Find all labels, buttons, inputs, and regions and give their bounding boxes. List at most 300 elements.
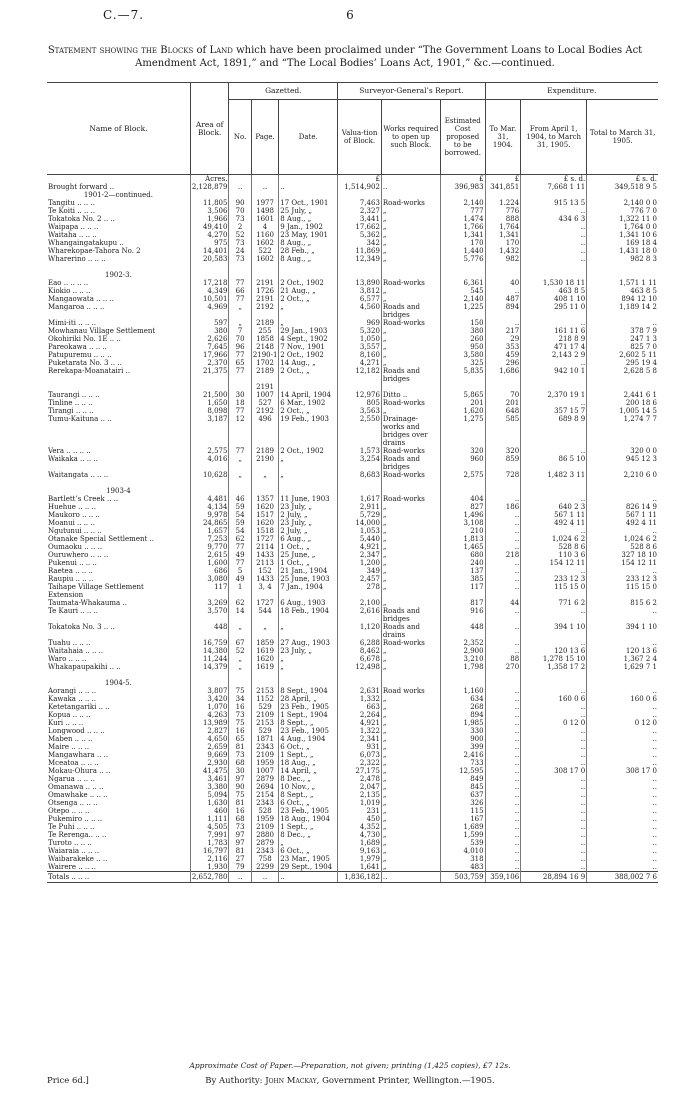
gazette-no: 96 (229, 343, 251, 351)
exp-to-1904 (485, 479, 521, 487)
exp-to-1904: 186 (485, 503, 521, 511)
blocks-table (47, 82, 658, 883)
exp-to-1904: .. (485, 855, 521, 863)
works: „ (381, 223, 440, 231)
block-name: Otsenga .. .. .. (48, 799, 98, 807)
area: 2,652,780 (191, 873, 228, 881)
estimated-cost: 318 (440, 855, 485, 863)
block-name: Taumata-Whakauma .. (48, 599, 127, 607)
block-name: Ngutunui .. .. .. (48, 527, 102, 535)
works: „ (381, 831, 440, 839)
gazette-page: 527 (251, 399, 278, 407)
estimated-cost: 960 (440, 455, 485, 463)
exp-total: .. (587, 567, 658, 575)
exp-1904-05: .. (521, 319, 587, 327)
area: 16,759 (190, 639, 229, 647)
works: „ (381, 743, 440, 751)
works: „ (381, 559, 440, 567)
page-number: 6 (346, 8, 354, 22)
gazette-date (279, 191, 338, 199)
gazette-no: 62 (229, 599, 251, 607)
gazette-no (229, 383, 251, 391)
block-name: Waikaka .. .. .. (48, 455, 98, 463)
works: bridges (381, 463, 440, 471)
gazette-page: 1433 (251, 575, 278, 583)
document-reference: C.—7. (103, 8, 145, 22)
area (190, 591, 229, 599)
exp-total (587, 431, 658, 439)
estimated-cost: 545 (440, 287, 485, 295)
works: Roads and (381, 367, 440, 375)
gazette-date: 25 June, 1903 (279, 575, 338, 583)
gazette-page: „ (251, 623, 278, 631)
gazette-no: .. (229, 872, 251, 883)
area (190, 679, 229, 687)
area: 2,615 (190, 551, 229, 559)
authority-line: By Authority: John Mackay, Government Printer, Wellington.—1905. (205, 1076, 495, 1086)
table-row (47, 567, 658, 575)
estimated-cost: 4,010 (440, 847, 485, 855)
exp-total (587, 679, 658, 687)
exp-to-1904 (485, 375, 521, 383)
works: „ (381, 255, 440, 263)
area: 4,505 (190, 823, 229, 831)
gazette-no: 27 (229, 855, 251, 863)
exp-total: 492 4 11 (587, 519, 658, 527)
exp-total (587, 463, 658, 471)
valuation: 969 (338, 319, 382, 327)
estimated-cost: 680 (440, 551, 485, 559)
gazette-no: 30 (229, 391, 251, 399)
gazette-no (229, 431, 251, 439)
exp-total: .. (587, 839, 658, 847)
gazette-page: 2189 (251, 319, 278, 327)
exp-to-1904: 648 (485, 407, 521, 415)
gazette-date: 2 July, „ (279, 527, 338, 535)
valuation: 1,322 (338, 727, 382, 735)
table-row (47, 231, 658, 239)
gazette-no: „ (229, 319, 251, 327)
exp-to-1904: .. (485, 735, 521, 743)
exp-to-1904: 487 (485, 295, 521, 303)
gazette-no (229, 439, 251, 447)
exp-1904-05: 689 8 9 (521, 415, 587, 423)
block-name: Brought forward .. (48, 183, 115, 191)
gazette-page: 2148 (251, 343, 278, 351)
block-name: Otanake Special Settlement .. (48, 535, 154, 543)
works: „ (381, 655, 440, 663)
gazette-no: 65 (229, 735, 251, 743)
valuation: 349 (338, 567, 382, 575)
table-row (47, 407, 658, 415)
valuation: 2,341 (338, 735, 382, 743)
table-row (47, 415, 658, 423)
block-name: Wharerino .. .. .. (48, 255, 106, 263)
block-name (47, 615, 190, 623)
area: 1,630 (190, 799, 229, 807)
block-name: Kiokio .. .. .. (48, 287, 91, 295)
exp-total (587, 487, 658, 495)
valuation: 805 (338, 399, 382, 407)
exp-total: 945 12 3 (587, 455, 658, 463)
area: 24,865 (190, 519, 229, 527)
gazette-date: 14 Aug., „ (279, 359, 338, 367)
block-name (47, 175, 190, 184)
exp-1904-05: .. (521, 607, 587, 615)
exp-to-1904: 218 (485, 551, 521, 559)
exp-total: .. (587, 807, 658, 815)
gazette-page: 1619 (251, 647, 278, 655)
area: 1,783 (190, 839, 229, 847)
block-name: Patupuremu .. .. .. (48, 351, 112, 359)
exp-total (587, 271, 658, 279)
valuation: 2,047 (338, 783, 382, 791)
gazette-page: 1620 (251, 655, 278, 663)
table-row (47, 863, 658, 872)
works: Drainage- (381, 415, 440, 423)
gazette-date (279, 671, 338, 679)
gazette-page: 1858 (251, 335, 278, 343)
exp-1904-05: 471 17 4 (521, 343, 587, 351)
works: „ (381, 823, 440, 831)
exp-1904-05: 7,668 1 11 (521, 183, 587, 191)
block-name: Eao .. .. .. .. (48, 279, 89, 287)
exp-total: 0 12 0 (587, 719, 658, 727)
gazette-date (279, 175, 338, 184)
area: 4,263 (190, 711, 229, 719)
valuation: 4,271 (338, 359, 382, 367)
exp-to-1904: 894 (485, 303, 521, 311)
exp-1904-05: .. (521, 223, 587, 231)
table-row (47, 575, 658, 583)
gazette-no: „ (229, 655, 251, 663)
block-name (47, 311, 190, 319)
gazette-no: 75 (229, 687, 251, 695)
exp-total (587, 423, 658, 431)
gazette-date: 9 Jan., 1902 (279, 223, 338, 231)
area: 3,080 (190, 575, 229, 583)
block-name: Kopua .. .. .. (48, 711, 91, 719)
gazette-page: 529 (251, 727, 278, 735)
table-row (47, 375, 658, 383)
block-name: Tumu-Kaituna .. .. (48, 415, 112, 423)
area: 14,401 (190, 247, 229, 255)
works: „ (381, 767, 440, 775)
exp-1904-05: 771 6 2 (521, 599, 587, 607)
exp-to-1904 (485, 423, 521, 431)
estimated-cost: 167 (440, 815, 485, 823)
gazette-page: 4 (251, 223, 278, 231)
valuation: 1,836,182 (338, 872, 382, 883)
exp-1904-05: 357 15 7 (521, 407, 587, 415)
table-row (47, 519, 658, 527)
exp-total (587, 375, 658, 383)
exp-1904-05 (521, 487, 587, 495)
exp-to-1904: .. (485, 775, 521, 783)
gazette-page: 2190-1 (252, 351, 278, 359)
gazette-no: 54 (229, 527, 251, 535)
estimated-cost: 380 (440, 327, 485, 335)
gazette-page: 152 (251, 567, 278, 575)
works: „ (381, 735, 440, 743)
estimated-cost: 399 (440, 743, 485, 751)
col-header-name: Name of Block. (47, 83, 190, 175)
block-name: Waitangata .. .. .. (48, 471, 109, 479)
table-row (47, 527, 658, 535)
gazette-date: 23 Feb., 1905 (279, 807, 338, 815)
gazette-no: 16 (229, 727, 251, 735)
valuation: 2,322 (338, 759, 382, 767)
area (190, 271, 229, 279)
gazette-page: 1859 (251, 639, 278, 647)
block-name (47, 439, 190, 447)
block-name: Tuahu .. .. .. (48, 639, 91, 647)
area: 11,244 (190, 655, 229, 663)
table-row (47, 199, 658, 207)
block-name: Huehue .. .. .. (48, 503, 96, 511)
gazette-date (279, 383, 338, 391)
exp-1904-05: .. (521, 639, 587, 647)
exp-1904-05: 567 1 11 (521, 511, 587, 519)
table-row (47, 799, 658, 807)
valuation (338, 463, 382, 471)
estimated-cost: 733 (440, 759, 485, 767)
valuation: 2,457 (338, 575, 382, 583)
area (190, 631, 229, 639)
exp-1904-05: 394 1 10 (521, 623, 587, 631)
block-name: Tirangi .. .. .. (48, 407, 94, 415)
block-name: Tinline .. .. .. (48, 399, 93, 407)
gazette-no: 73 (229, 711, 251, 719)
works: „ (381, 599, 440, 607)
exp-1904-05 (521, 383, 587, 391)
valuation (338, 375, 382, 383)
exp-to-1904: .. (485, 495, 521, 503)
exp-to-1904 (485, 463, 521, 471)
works: „ (381, 343, 440, 351)
gazette-page (251, 591, 278, 599)
gazette-page: 1007 (251, 767, 278, 775)
gazette-page: 2880 (251, 831, 278, 839)
exp-1904-05: .. (521, 711, 587, 719)
valuation: 450 (338, 815, 382, 823)
table-row (47, 591, 658, 599)
exp-to-1904: 1,686 (485, 367, 521, 375)
block-name: Pukemiro .. .. .. (48, 815, 103, 823)
gazette-no: 34 (229, 695, 251, 703)
valuation: 8,683 (338, 471, 382, 479)
gazette-page: 2191 (251, 295, 278, 303)
exp-1904-05: .. (521, 527, 587, 535)
estimated-cost: 320 (440, 447, 485, 455)
valuation: 12,182 (338, 367, 382, 375)
gazette-page: „ (251, 471, 278, 479)
price-note: Price 6d.] (47, 1076, 89, 1086)
gazette-page: 2191 (251, 383, 278, 391)
gazette-no: 62 (229, 535, 251, 543)
table-row (47, 631, 658, 639)
table-row (47, 743, 658, 751)
gazette-page: 1619 (251, 663, 278, 671)
valuation: 2,631 (338, 687, 382, 695)
gazette-page: 2114 (251, 543, 278, 551)
estimated-cost: 1,496 (440, 511, 485, 519)
table-row (47, 287, 658, 295)
group-header-expenditure: Expenditure. (485, 83, 658, 100)
gazette-no (229, 175, 251, 184)
exp-total (587, 591, 658, 599)
exp-total: 154 12 11 (587, 559, 658, 567)
gazette-no: 18 (229, 399, 251, 407)
exp-1904-05: .. (521, 359, 587, 367)
exp-1904-05: .. (521, 399, 587, 407)
estimated-cost: 2,140 (440, 295, 485, 303)
exp-1904-05: £ s. d. (521, 175, 587, 184)
gazette-date: 28 Feb., „ (279, 247, 338, 255)
exp-to-1904 (485, 615, 521, 623)
estimated-cost: 404 (440, 495, 485, 503)
gazette-page: 2191 (251, 279, 278, 287)
gazette-page: 2343 (251, 847, 278, 855)
gazette-page: 2343 (251, 743, 278, 751)
gazette-no: 65 (229, 359, 251, 367)
estimated-cost: 845 (440, 783, 485, 791)
exp-1904-05: .. (521, 687, 587, 695)
valuation (338, 591, 382, 599)
valuation: 931 (338, 743, 382, 751)
gazette-date (279, 439, 338, 447)
gazette-page: 1007 (251, 391, 278, 399)
exp-total: 388,002 7 6 (587, 872, 658, 883)
block-name (47, 375, 190, 383)
estimated-cost: 2,140 (440, 199, 485, 207)
exp-total: .. (587, 751, 658, 759)
gazette-no: 77 (229, 295, 251, 303)
table-row (47, 383, 658, 391)
exp-to-1904: .. (485, 863, 521, 872)
gazette-date: 21 Aug., „ (279, 287, 338, 295)
gazette-no: 16 (229, 807, 251, 815)
gazette-date (279, 615, 338, 623)
gazette-page: 1727 (251, 599, 278, 607)
estimated-cost: 503,759 (440, 872, 485, 883)
works (381, 479, 440, 487)
table-row (47, 823, 658, 831)
exp-total (587, 631, 658, 639)
estimated-cost (440, 375, 485, 383)
exp-1904-05: 295 11 0 (521, 303, 587, 311)
table-row (47, 759, 658, 767)
estimated-cost: 1,620 (440, 407, 485, 415)
area: 49,410 (190, 223, 229, 231)
group-header-gazetted: Gazetted. (229, 83, 338, 100)
area: 1,070 (190, 703, 229, 711)
block-name: Rerekapa-Moanatairi .. (48, 367, 131, 375)
gazette-no: 7 (229, 327, 251, 335)
gazette-date: 2 Oct., „ (279, 295, 338, 303)
area: 2,827 (190, 727, 229, 735)
exp-1904-05 (521, 311, 587, 319)
gazette-date: 23 July, „ (279, 647, 338, 655)
works: „ (381, 727, 440, 735)
exp-1904-05 (521, 679, 587, 687)
gazette-page: 2154 (251, 791, 278, 799)
table-row (47, 431, 658, 439)
exp-to-1904 (485, 591, 521, 599)
gazette-page (251, 631, 278, 639)
gazette-no: 68 (229, 759, 251, 767)
block-name: Mangaroa .. .. .. (48, 303, 105, 311)
block-name: 1901-2—continued. (83, 191, 154, 199)
works: „ (381, 783, 440, 791)
area: 11,805 (190, 199, 229, 207)
exp-to-1904: .. (485, 647, 521, 655)
estimated-cost: 1,798 (440, 663, 485, 671)
estimated-cost (440, 383, 485, 391)
valuation: 4,921 (338, 543, 382, 551)
table-row (47, 263, 658, 271)
gazette-page: 1959 (251, 815, 278, 823)
exp-to-1904: 1,432 (485, 247, 521, 255)
estimated-cost (440, 423, 485, 431)
exp-1904-05: 408 1 10 (521, 295, 587, 303)
gazette-date: 21 Jan., 1904 (279, 567, 338, 575)
works: „ (381, 759, 440, 767)
gazette-page: 2343 (251, 799, 278, 807)
works: „ (381, 575, 440, 583)
gazette-page: 2192 (251, 303, 278, 311)
block-name: Waitaha .. .. .. (48, 231, 97, 239)
block-name: Moanui .. .. .. (48, 519, 95, 527)
area: 16,797 (190, 847, 229, 855)
exp-to-1904: .. (485, 559, 521, 567)
works (381, 487, 440, 495)
exp-total: .. (587, 743, 658, 751)
exp-to-1904 (485, 271, 521, 279)
exp-1904-05: .. (521, 855, 587, 863)
area: 2,370 (190, 359, 229, 367)
gazette-date: 4 Sept., 1902 (279, 335, 338, 343)
estimated-cost (440, 439, 485, 447)
exp-total: .. (587, 847, 658, 855)
exp-to-1904: 776 (485, 207, 521, 215)
exp-total: 2,140 0 0 (587, 199, 658, 207)
area: 4,270 (190, 231, 229, 239)
estimated-cost (440, 615, 485, 623)
valuation (338, 439, 382, 447)
group-header-surveyor: Surveyor-General’s Report. (338, 83, 485, 100)
block-name: Waiaraia .. .. .. (48, 847, 100, 855)
gazette-page: 496 (251, 415, 278, 423)
estimated-cost: 1,813 (440, 535, 485, 543)
exp-1904-05: .. (521, 255, 587, 263)
works: .. (381, 183, 440, 191)
estimated-cost: 2,352 (440, 639, 485, 647)
exp-1904-05 (521, 431, 587, 439)
valuation: 3,557 (338, 343, 382, 351)
gazette-no: 66 (229, 287, 251, 295)
gazette-page: 1620 (251, 519, 278, 527)
exp-total: 169 18 4 (587, 239, 658, 247)
area (190, 487, 229, 495)
table-row (47, 783, 658, 791)
gazette-date: 2 Oct., 1902 (279, 279, 338, 287)
exp-1904-05: 2,370 19 1 (521, 391, 587, 399)
works: Road-works (381, 399, 440, 407)
area: 975 (190, 239, 229, 247)
gazette-page (251, 375, 278, 383)
exp-1904-05 (521, 631, 587, 639)
